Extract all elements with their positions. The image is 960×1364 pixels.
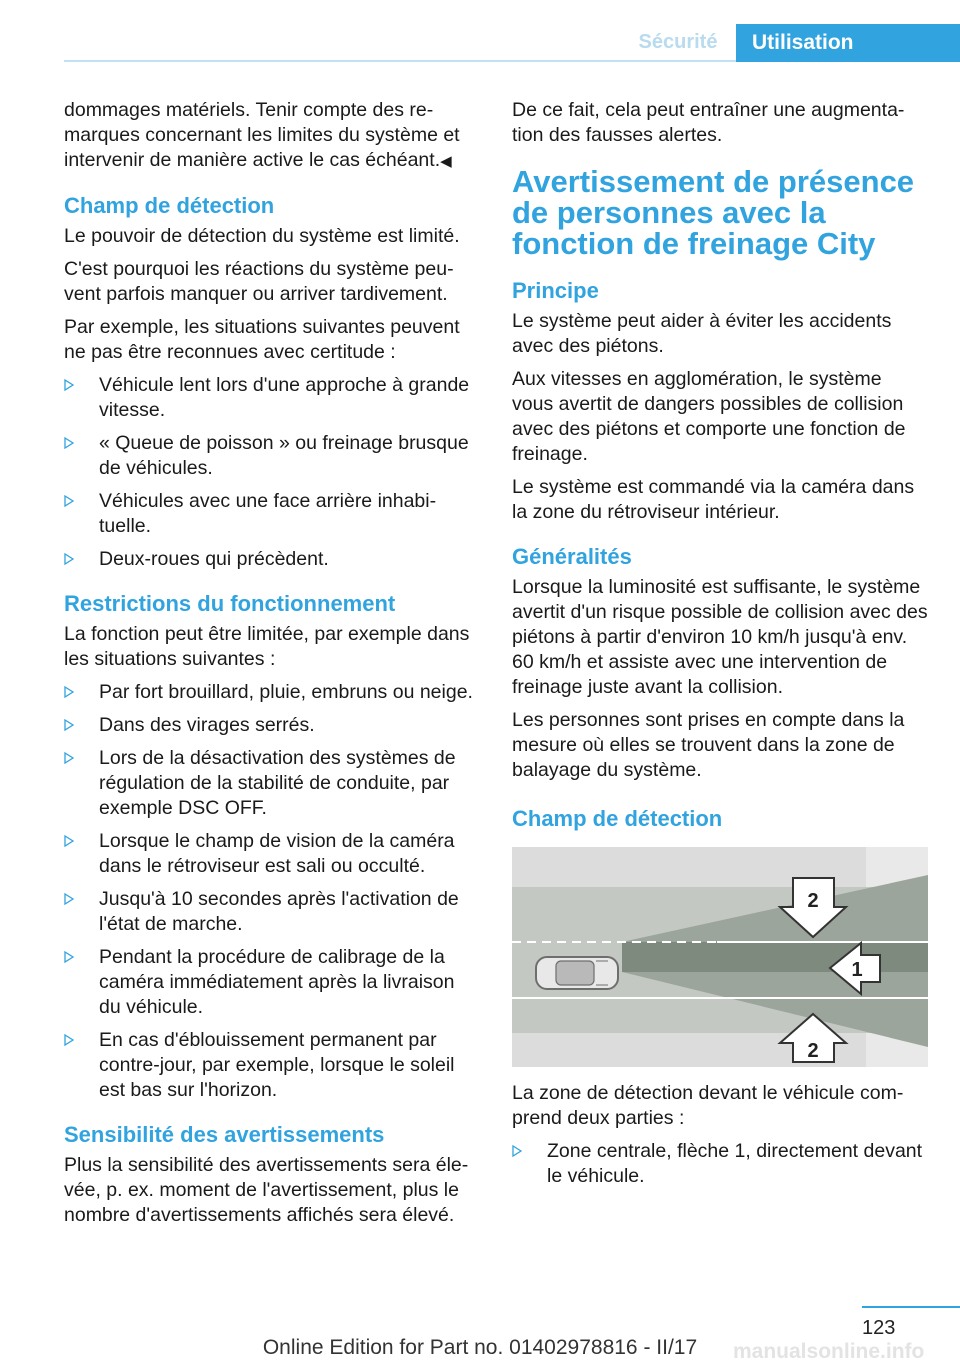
- paragraph: La zone de détection devant le véhicule comprend deux parties :: [512, 1082, 904, 1129]
- tab-utilisation[interactable]: Utilisation: [736, 24, 960, 62]
- tab-securite[interactable]: Sécurité: [638, 31, 718, 53]
- triangle-bullet-icon: [64, 1034, 74, 1046]
- heading-principe: Principe: [512, 278, 599, 303]
- arrow-label-2-bottom: 2: [807, 1040, 819, 1062]
- triangle-bullet-icon: [64, 835, 74, 847]
- list-item: Véhicule lent lors d'une approche à grande vitesse.: [64, 373, 480, 423]
- triangle-bullet-icon: [512, 1145, 522, 1157]
- car-icon: [536, 957, 618, 989]
- paragraph: Aux vitesses en agglomération, le système vous avertit de dangers possibles de collision avec des piétons et comporte une fonction de freinage.: [512, 368, 906, 465]
- list-zone: [512, 1139, 928, 1189]
- end-mark-icon: ◀: [440, 153, 452, 170]
- triangle-bullet-icon: [64, 553, 74, 565]
- paragraph: C'est pourquoi les réactions du système peuvent parfois manquer ou arriver tardivement.: [64, 258, 454, 305]
- heading-avertissement-personnes: Avertissement de présence de personnes avec la fonction de freinage City: [512, 164, 915, 261]
- paragraph: Lorsque la luminosité est suffisante, le système avertit d'un risque possible de collision avec des piétons à partir d'environ 10 km/h jusqu'à env. 60 km/h et assiste avec une intervention de freinage juste avant la collision.: [512, 576, 928, 698]
- paragraph: De ce fait, cela peut entraîner une augmentation des fausses alertes.: [512, 99, 905, 146]
- paragraph: La fonction peut être limitée, par exemple dans les situations suivantes :: [64, 623, 470, 670]
- paragraph: Le système peut aider à éviter les accidents avec des piétons.: [512, 310, 892, 357]
- page-number-rule: [862, 1306, 960, 1308]
- arrow-label-2-top: 2: [807, 890, 819, 912]
- list-restrictions: [64, 680, 480, 1103]
- triangle-bullet-icon: [64, 719, 74, 731]
- left-column: [64, 98, 480, 1236]
- heading-sensibilite: Sensibilité des avertissements: [64, 1122, 385, 1147]
- paragraph: Par exemple, les situations suivantes peuvent ne pas être reconnues avec certitude :: [64, 316, 460, 363]
- triangle-bullet-icon: [64, 951, 74, 963]
- list-champ: [64, 373, 480, 572]
- list-item: Dans des virages serrés.: [64, 713, 480, 738]
- list-item: Véhicules avec une face arrière inhabituelle.: [64, 489, 480, 539]
- right-column: [512, 98, 928, 1197]
- list-item: En cas d'éblouissement permanent par contre-jour, par exemple, lorsque le soleil est bas sur l'horizon.: [64, 1028, 480, 1103]
- triangle-bullet-icon: [64, 495, 74, 507]
- list-item: Zone centrale, flèche 1, directement devant le véhicule.: [512, 1139, 928, 1189]
- paragraph: Les personnes sont prises en compte dans la mesure où elles se trouvent dans la zone de balayage du système.: [512, 709, 905, 781]
- paragraph: Plus la sensibilité des avertissements sera élevée, p. ex. moment de l'avertissement, plus le nombre d'avertissements affichés sera élevé.: [64, 1154, 469, 1226]
- paragraph: Le système est commandé via la caméra dans la zone du rétroviseur intérieur.: [512, 476, 915, 523]
- list-item: Lors de la désactivation des systèmes de régulation de la stabilité de conduite, par exemple DSC OFF.: [64, 746, 480, 821]
- triangle-bullet-icon: [64, 437, 74, 449]
- heading-restrictions: Restrictions du fonctionnement: [64, 591, 396, 616]
- list-item: Lorsque le champ de vision de la caméra dans le rétroviseur est sali ou occulté.: [64, 829, 480, 879]
- page-number: 123: [862, 1317, 896, 1339]
- intro-paragraph: dommages matériels. Tenir compte des remarques concernant les limites du système et intervenir de manière active le cas échéant.◀: [64, 99, 460, 171]
- heading-generalites: Généralités: [512, 544, 632, 569]
- triangle-bullet-icon: [64, 752, 74, 764]
- central-detection-zone: [622, 942, 928, 972]
- list-item: Pendant la procédure de calibrage de la caméra immédiatement après la livraison du véhicule.: [64, 945, 480, 1020]
- heading-champ-detection: Champ de détection: [64, 193, 275, 218]
- paragraph: Le pouvoir de détection du système est limité.: [64, 225, 460, 247]
- list-item: Par fort brouillard, pluie, embruns ou neige.: [64, 680, 480, 705]
- triangle-bullet-icon: [64, 686, 74, 698]
- list-item: Deux-roues qui précèdent.: [64, 547, 480, 572]
- list-item: Jusqu'à 10 secondes après l'activation de l'état de marche.: [64, 887, 480, 937]
- detection-zone-figure: [512, 847, 928, 1067]
- arrow-label-1: 1: [851, 959, 863, 981]
- list-item: « Queue de poisson » ou freinage brusque de véhicules.: [64, 431, 480, 481]
- triangle-bullet-icon: [64, 379, 74, 391]
- triangle-bullet-icon: [64, 893, 74, 905]
- heading-champ-detection-right: Champ de détection: [512, 806, 723, 831]
- footer-edition: Online Edition for Part no. 01402978816 - II/17: [262, 1336, 698, 1359]
- watermark: manualsonline.info: [733, 1340, 925, 1363]
